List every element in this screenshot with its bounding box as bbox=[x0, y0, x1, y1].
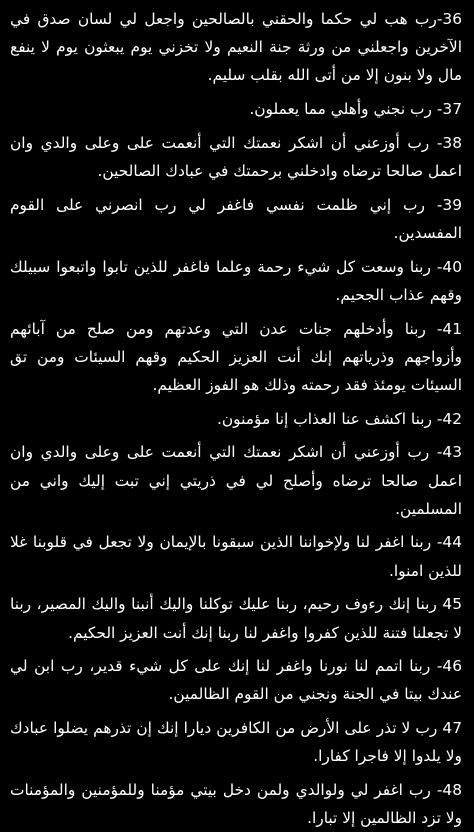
verse-45: 45 ربنا إنك رءوف رحيم، ربنا عليك توكلنا واليك أنبنا واليك المصير، ربنا لا تجعلنا فتنة للذين كفروا واغفر لنا ربنا إنك أنت العزيز الحكيم. bbox=[10, 595, 462, 642]
verse-40: 40- ربنا وسعت كل شيء رحمة وعلما فاغفر للذين تابوا واتبعوا سبيلك وقهم عذاب الجحيم. bbox=[10, 257, 462, 304]
verse-42: 42- ربنا اكشف عنا العذاب إنا مؤمنون. bbox=[216, 409, 462, 428]
verse-36: 36-رب هب لي حكما والحقني بالصالحين واجعل لي لسان صدق في الآخرين واجعلني من ورثة جنة النعيم ولا تخزني يوم يبعثون يوم لا ينفع مال ولا بنون إلا من أتى الله بقلب سليم. bbox=[10, 10, 462, 85]
verse-47: 47 رب لا تذر على الأرض من الكافرين ديارا إنك إن تذرهم يضلوا عبادك ولا يلدوا إلا فاجرا كفارا. bbox=[10, 719, 462, 766]
verse-38: 38- رب أوزعني أن اشكر نعمتك التي أنعمت على وعلى والدي وان اعمل صالحا ترضاه وادخلني برحمتك في عبادك الصالحين. bbox=[10, 133, 462, 181]
verse-44: 44- ربنا اغفر لنا ولإخواننا الذين سبقونا بالإيمان ولا تجعل في قلوبنا غلا للذين امنوا. bbox=[10, 533, 462, 580]
verse-41: 41- ربنا وأدخلهم جنات عدن التي وعدتهم ومن صلح من آبائهم وأزواجهم وذرياتهم إنك أنت العزيز الحكيم وقهم السيئات ومن تق السيئات يومئذ فقد رحمته وذلك هو الفوز العظيم. bbox=[10, 319, 462, 394]
verse-43: 43- رب أوزعني أن اشكر نعمتك التي أنعمت على وعلى والدي وان اعمل صالحا ترضاه وأصلح لي في ذريتي إني تبت إليك واني من المسلمين. bbox=[10, 443, 462, 518]
verse-48: 48- رب اغفر لي ولوالدي ولمن دخل بيتي مؤمنا وللمؤمنين والمؤمنات ولا تزد الظالمين إلا تبارا. bbox=[10, 781, 462, 828]
verse-46: 46- ربنا اتمم لنا نورنا واغفر لنا إنك على كل شيء قدير، رب ابن لي عندك بيتا في الجنة ونجني من القوم الظالمين. bbox=[10, 657, 462, 704]
verse-39: 39- رب إني ظلمت نفسي فاغفر لي رب انصرني على القوم المفسدين. bbox=[10, 195, 462, 242]
verse-37: 37- رب نجني وأهلي مما يعملون. bbox=[249, 100, 462, 119]
